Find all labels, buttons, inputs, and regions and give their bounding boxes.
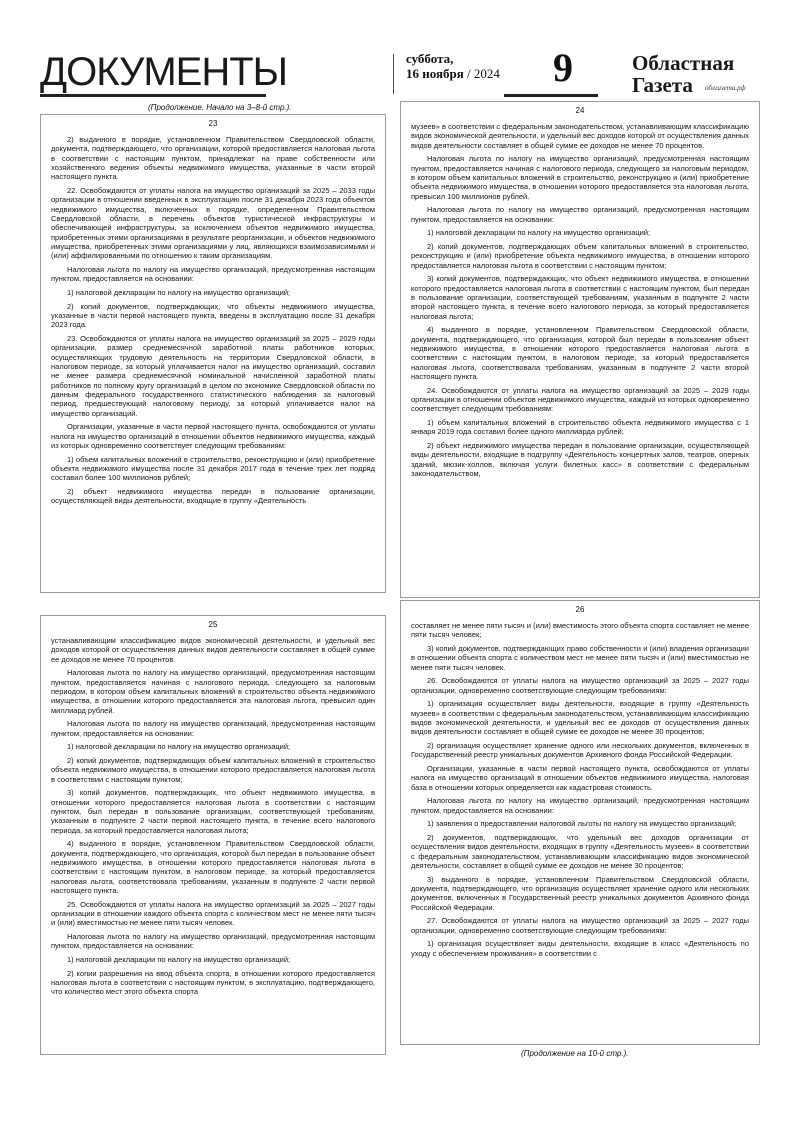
paragraph: Налоговая льгота по налогу на имущество организаций, предусмотренная настоящим пунктом, предоставляется на основании: [51,719,375,738]
issue-date [406,67,500,81]
paragraph: 1) организация осуществляет виды деятельности, входящие в группу «Деятельность музеев» в соответствии с федеральным законодательством, устанавливающим классификацию видов экономической деятельности, и удельный вес ее доходов от осуществления данных видов деятельности составляет в общей сумме ее доходов не менее 30 процентов; [411,699,749,737]
paragraph: 2) копии разрешения на ввод объекта спорта, в отношении которого предоставляется налоговая льгота в соответствии с настоящим пунктом, в эксплуатацию, подтверждающего, что количество мест этого объекта спорта [51,968,375,997]
paragraph: Организации, указанные в части первой настоящего пункта, освобождаются от уплаты налога на имущество организаций в отношении объектов недвижимого имущества, каждый из которых одновременно соответствует следующим требованиям: [51,422,375,451]
paragraph: 1) объем капитальных вложений в строительство объекта недвижимого имущества с 1 января 2019 года составил более одного миллиарда рублей; [411,418,749,437]
paragraph: 2) копий документов, подтверждающих объем капитальных вложений в строительство, реконструкцию и (или) приобретение объекта недвижимого имущества, в отношении которого предоставляется налоговая льгота в соответствии с настоящим пунктом; [411,241,749,270]
paragraph: 2) организация осуществляет хранение одного или нескольких документов, включенных в Государственный реестр уникальных документов Архивного фонда Российской Федерации. [411,740,749,760]
paragraph: 1) налоговой декларации по налогу на имущество организаций; [67,954,291,964]
paragraph: 2) копий документов, подтверждающих, что объекты недвижимого имущества, указанные в части первой настоящего пункта, введены в эксплуатацию после 31 декабря 2023 года. [51,301,375,330]
issue-date-year: / 2024 [463,66,500,81]
document-panel-26 [400,600,760,1045]
paragraph: 2) объект недвижимого имущества передан в пользование организации, осуществляющей виды деятельности, входящие в подгруппу «Деятельность концертных залов, театров, оперных зданий, мюзик-холлов, включая услуги билетных касс» в соответствии с федеральным законодательством, [411,440,749,479]
paragraph: 3) копий документов, подтверждающих, что объект недвижимого имущества, в отношении которого предоставляется налоговая льгота в соответствии с настоящим пунктом, был передан в пользование организации, соответствующей требованиям, указанным в подпункте 2 части второй настоящего пункта, в течение всего налогового периода, за который предоставляется налоговая льгота; [411,274,749,321]
paragraph: 24. Освобождаются от уплаты налога на имущество организаций за 2025 – 2029 годы организации в отношении объектов недвижимого имущества, каждый из которых одновременно соответствует следующим требованиям: [411,385,749,414]
paragraph: 1) налоговой декларации по налогу на имущество организаций; [67,742,291,752]
paragraph: Налоговая льгота по налогу на имущество организаций, предусмотренная настоящим пунктом, предоставляется на основании: [51,932,375,951]
paragraph: 2) объект недвижимого имущества передан в пользование организации, осуществляющей виды деятельности, входящие в группу «Деятельность [51,487,375,506]
paragraph: 3) выданного в порядке, установленном Правительством Свердловской области, документа, подтверждающего, что организация осуществляет хранение одного или нескольких документов, включенных в Государственный реестр уникальных документов Архивного фонда Российской Федерации. [411,874,749,912]
paragraph: 2) копий документов, подтверждающих объем капитальных вложений в строительство объекта недвижимого имущества, в отношении которого предоставляется налоговая льгота в соответствии с настоящим пунктом; [51,755,375,784]
paragraph: 1) объем капитальных вложений в строительство, реконструкцию и (или) приобретение объекта недвижимого имущества после 31 декабря 2017 года в течение трех лет подряд составил более 100 миллионов рублей; [51,454,375,483]
paragraph: Налоговая льгота по налогу на имущество организаций, предусмотренная настоящим пунктом, предоставляется на основании: [411,796,749,815]
paragraph: музеев» в соответствии с федеральным законодательством, устанавливающим классификацию видов экономической деятельности, и удельный вес доходов которой от осуществления данных видов деятельности составляет в общей сумме ее доходов не менее 70 процентов. [411,122,749,150]
paragraph: 25. Освобождаются от уплаты налога на имущество организаций за 2025 – 2027 годы организации в отношении каждого объекта спорта с количеством мест не менее пяти тысяч и (или) вместимостью не менее пяти тысяч человек. [51,899,375,928]
paragraph: 3) копий документов, подтверждающих, что объект недвижимого имущества, в отношении которого предоставляется налоговая льгота в соответствии с настоящим пунктом, был передан в пользование организации, соответствующей требованиям, указанным в подпункте 2 части первой настоящего пункта, в течение всего налогового периода, за который предоставляется налоговая льгота; [51,788,375,835]
continued-on-note: (Продолжение на 10-й стр.). [521,1049,629,1058]
paragraph: 22. Освобождаются от уплаты налога на имущество организаций за 2025 – 2033 годы организации в отношении введенных в эксплуатацию после 31 декабря 2023 года объектов недвижимого имущества, включенных в порядке, определенном Правительством Свердловской области, в перечень объектов туристической инфраструктуры и обеспечивающей инфраструктуры, за исключением объектов недвижимого имущества, приобретенных этими организациями в результате реорганизации, и объектов недвижимого имущества, приобретенных этими организациями у лиц, являющихся взаимозависимыми и (или) аффилированными по отношению к таким организациям. [51,186,375,261]
panel-page-number: 23 [208,119,218,128]
paragraph: Налоговая льгота по налогу на имущество организаций, предусмотренная настоящим пунктом, предоставляется на основании: [51,265,375,284]
paragraph: Налоговая льгота по налогу на имущество организаций, предусмотренная настоящим пунктом, предоставляется начиная с налогового периода, следующего за налоговым периодом, в котором объем капитальных вложений в строительство объекта недвижимого имущества, в отношении которого предоставляется эта налоговая льгота, превысил один миллиард рублей. [51,668,375,715]
paragraph: 2) выданного в порядке, установленном Правительством Свердловской области, документа, подтверждающего, что организации, которой предоставляется налоговая льгота в соответствии с настоящим пунктом, принадлежат на праве собственности или хозяйственного ведения объекты недвижимого имущества, указанные в части второй настоящего пункта. [51,135,375,182]
paragraph: 1) организация осуществляет виды деятельности, входящие в класс «Деятельность по уходу с обеспечением проживания» в соответствии с [411,939,749,958]
paragraph: 1) налоговой декларации по налогу на имущество организаций; [67,288,291,298]
panel-page-number: 26 [575,605,585,614]
paragraph: устанавливающим классификацию видов экономической деятельности, и удельный вес доходов которой от осуществления данных видов деятельности составляет в общей сумме ее доходов не менее 70 процентов. [51,636,375,664]
paragraph: 3) копий документов, подтверждающих право собственности и (или) владения организации в отношении объекта спорта с количеством мест не менее пяти тысяч и (или) вместимостью не менее пяти тысяч человек. [411,643,749,672]
document-panel-23 [40,114,386,593]
masthead [40,46,760,102]
issue-weekday: суббота, [406,51,454,66]
page-number: 9 [553,45,573,90]
paragraph: Налоговая льгота по налогу на имущество организаций, предусмотренная настоящим пунктом, предоставляется начиная с налогового периода, следующего за налоговым периодом, в котором объем капитальных вложений в строительство, реконструкцию и (или) приобретение объекта недвижимого имущества, в отношении которого предоставляется эта налоговая льгота, превысил 100 миллионов рублей. [411,154,749,201]
masthead-rule [40,94,266,97]
paragraph: Организации, указанные в части первой настоящего пункта, освобождаются от уплаты налога на имущество организаций в отношении объектов недвижимого имущества, налоговая база в отношении которых определяется как кадастровая стоимость. [411,763,749,792]
masthead-divider [393,54,394,94]
document-panel-24 [400,101,760,598]
page-number-rule [504,94,598,97]
paragraph: 23. Освобождаются от уплаты налога на имущество организаций за 2025 – 2029 годы организации, размер среднемесячной заработной платы работников которых, осуществляющих трудовую деятельность на территории Свердловской области, в налоговом периоде, за который уплачивается налог на имущество организаций, составил не менее размера среднемесячной номинальной начисленной заработной платы работников по полному кругу организаций в целом по экономике Свердловской области по данным федерального государственного статистического наблюдения за налоговый период, предшествующий налоговому периоду, за который уплачивается налог на имущество организаций. [51,334,375,418]
panel-page-number: 24 [575,106,585,115]
newspaper-domain: облгазета.рф [705,84,746,92]
paragraph: Налоговая льгота по налогу на имущество организаций, предусмотренная настоящим пунктом, предоставляется на основании: [411,205,749,224]
paragraph: 1) заявления о предоставлении налоговой льготы по налогу на имущество организаций; [427,819,737,829]
document-panel-25 [40,615,386,1055]
panel-page-number: 25 [208,620,218,629]
issue-date-day-month: 16 ноября [406,66,464,81]
section-title: ДОКУМЕНТЫ [40,50,288,94]
continued-from-note: (Продолжение. Начало на 3–8-й стр.). [148,103,292,112]
paragraph: 2) документов, подтверждающих, что удельный вес доходов организации от осуществления видов деятельности, входящих в группу «Деятельность музеев» в соответствии с федеральным законодательством, устанавливающим классификацию видов экономической деятельности, составляет в общей сумме ее доходов не менее 30 процентов; [411,832,749,870]
paragraph: 27. Освобождаются от уплаты налога на имущество организаций за 2025 – 2027 годы организации, одновременно соответствующие следующим требованиям: [411,916,749,935]
paragraph: 4) выданного в порядке, установленном Правительством Свердловской области, документа, подтверждающего, что организация, которой был передан в пользование объект недвижимого имущества, в отношении которого предоставляется налоговая льгота в соответствии с настоящим пунктом, в налоговом периоде, за который предоставляется налоговая льгота, соответствовала требованиям, указанным в подпункте 2 части второй настоящего пункта. [411,325,749,382]
paragraph: 26. Освобождаются от уплаты налога на имущество организаций за 2025 – 2027 годы организации, одновременно соответствующие следующим требованиям: [411,676,749,695]
paragraph: 4) выданного в порядке, установленном Правительством Свердловской области, документа, подтверждающего, что организация, которой был передан в пользование объект недвижимого имущества, в отношении которого предоставляется налоговая льгота в соответствии с настоящим пунктом, в налоговом периоде, за который предоставляется налоговая льгота, соответствовала требованиям, указанным в подпункте 2 части первой настоящего пункта. [51,839,375,896]
paragraph: 1) налоговой декларации по налогу на имущество организаций; [427,228,651,238]
newspaper-logo-line2: Газета [632,73,693,97]
newspaper-logo-line1: Областная [632,51,735,75]
paragraph: составляет не менее пяти тысяч и (или) вместимость этого объекта спорта составляет не менее пяти тысяч человек; [411,621,749,640]
